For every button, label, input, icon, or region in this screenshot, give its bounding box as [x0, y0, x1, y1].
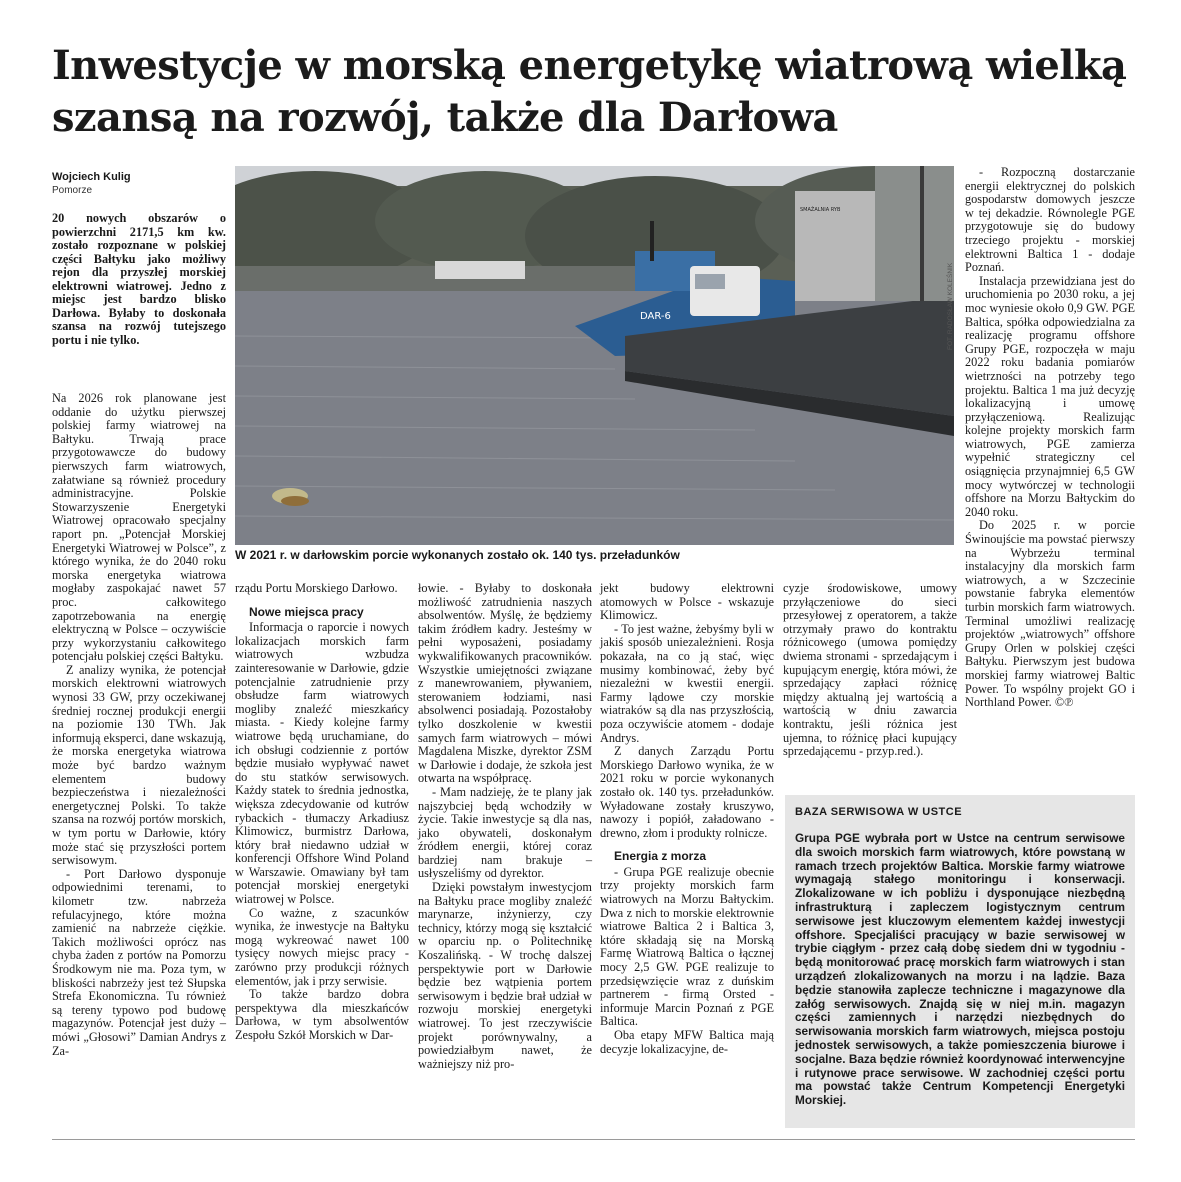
paragraph: - Rozpoczną dostarczanie energii elektrycznej do polskich gospodarstw domowych jeszcze w tej dekadzie. Równolegle PGE przygotowuje się do budowy trzeciego projektu - morskiej elektrowni Baltica 1 - dodaje Poznań.: [965, 165, 1135, 275]
subheading: Energia z morza: [614, 849, 707, 864]
paragraph: - Mam nadzieję, że te plany jak najszybciej będą wchodziły w życie. Takie inwestycje są dla nas, jako obywateli, doskonałym źródłem energii, której coraz bardziej nam brakuje – usłyszeliśmy od dyrektor.: [418, 784, 592, 881]
paragraph: To także bardzo dobra perspektywa dla mieszkańców Darłowa, w tym absolwentów Zespołu Szkół Morskich w Dar-: [235, 987, 409, 1042]
paragraph: Co ważne, z szacunków wynika, że inwestycje na Bałtyku mogą wykreować nawet 100 tysięcy nowych miejsc pracy - zarówno przy produkcji różnych elementów, jak i przy serwisie.: [235, 905, 409, 988]
paragraph: Do 2025 r. w porcie Świnoujście ma powstać pierwszy na Wybrzeżu terminal instalacyjny dla morskich farm wiatrowych, a w Szczecinie powstanie fabryka elementów turbin morskich farm wiatrowych. Terminal umożliwi realizację projektów „wiatrowych” offshore Grupy Orlen w polskiej części Bałtyku. Pierwszym jest budowa morskiej farmy wiatrowej Baltic Power. To wspólny projekt GO i Northland Power. ©℗: [965, 518, 1135, 710]
paragraph: rządu Portu Morskiego Darłowo.: [235, 581, 398, 595]
paragraph: - To jest ważne, żebyśmy byli w jakiś sposób uniezależnieni. Rosja pokazała, na co ją stać, więc musimy kombinować, żeby być niezależni w kwestii energii. Farmy lądowe czy morskie wiatraków są dla nas przyszłością, poza oczywiście atomem - dodaje Andrys.: [600, 621, 774, 745]
paragraph: Oba etapy MFW Baltica mają decyzje lokalizacyjne, de-: [600, 1028, 774, 1056]
vessel-label: DAR-6: [640, 311, 671, 322]
paragraph: jekt budowy elektrowni atomowych w Polsce - wskazuje Klimowicz.: [600, 581, 774, 623]
author-region: Pomorze: [52, 185, 93, 196]
sidebar-title: BAZA SERWISOWA W USTCE: [795, 806, 963, 818]
paragraph: cyzje środowiskowe, umowy przyłączeniowe do sieci przesyłowej z operatorem, a także otrzymały prawo do kontraktu różnicowego (umowa pomiędzy dwiema stronami - sprzedającym i kupującym energię, która mówi, że sprzedający zapłaci różnicę między aktualną jej wartością a wartością w dniu zawarcia kontraktu, jeśli różnica jest ujemna, to różnicę płaci kupujący sprzedającemu - przyp.red.).: [783, 581, 957, 759]
column-5: [783, 582, 957, 759]
column-4: [600, 582, 774, 1056]
photo-credit: FOT. RADOSŁAW KOLEŚNIK: [947, 262, 954, 350]
harbor-photo: [235, 166, 954, 545]
column-2: [235, 582, 409, 1043]
paragraph: - Port Darłowo dysponuje odpowiednimi terenami, to kilometr tzw. nabrzeża refulacyjnego, które można zamienić na nabrzeże ciężkie. Takich możliwości oprócz nas chyba żaden z portów na Pomorzu Środkowym nie ma. Poza tym, w bliskości nabrzeży jest też Słupska Strefa Ekonomiczna. Tu również są tereny typowo pod budowę magazynów. Potencjał jest duży – mówi „Głosowi” Damian Andrys z Za-: [52, 866, 226, 1058]
sign-label: SMAŻALNIA RYB: [800, 207, 841, 213]
subheading: Nowe miejsca pracy: [249, 604, 364, 619]
photo-caption: W 2021 r. w darłowskim porcie wykonanych zostało ok. 140 tys. przeładunków: [235, 548, 680, 562]
headline: Inwestycje w morską energetykę wiatrową wielką szansą na rozwój, także dla Darłowa: [52, 42, 1127, 141]
paragraph: łowie. - Byłaby to doskonała możliwość zatrudnienia naszych absolwentów. Myślę, że będziemy takim źródłem kadry. Jesteśmy w pełni wyposażeni, posiadamy wykwalifikowanych pracowników. Wszystkie umiejętności związane z manewrowaniem, pływaniem, sterowaniem łodziami, nasi absolwenci posiadają. Pozostałoby tylko doszkolenie w kwestii samych farm wiatrowych – mówi Magdalena Miszke, dyrektor ZSM w Darłowie i dodaje, że szkoła jest otwarta na współpracę.: [418, 581, 592, 786]
paragraph: - Grupa PGE realizuje obecnie trzy projekty morskich farm wiatrowych na Morzu Bałtyckim. Dwa z nich to morskie elektrownie wiatrowe Baltica 2 i Baltica 3, które składają się na Morską Farmę Wiatrową Baltica o łącznej mocy 2,5 GW. PGE realizuje to przedsięwzięcie wraz z duńskim partnerem - firmą Orsted - informuje Marcin Poznań z PGE Baltica.: [600, 864, 774, 1029]
paragraph: Z analizy wynika, że potencjał morskich elektrowni wiatrowych wynosi 33 GW, przy oczekiwanej średniej rocznej produkcji energii na poziomie 130 TWh. Jak informują eksperci, dane wskazują, że morska energetyka wiatrowa może być bardzo ważnym elementem budowy bezpieczeństwa i niezależności energetycznej Polski. To także szansa na rozwój portów morskich, w tym portu w Darłowie, który może stać się przyszłości portem serwisowym.: [52, 662, 226, 868]
harbor-photo-drawing: [235, 166, 954, 545]
bottom-divider: [52, 1139, 1135, 1140]
author-name: Wojciech Kulig: [52, 171, 131, 183]
sidebar-text: Grupa PGE wybrała port w Ustce na centrum serwisowe dla swoich morskich farm wiatrowych, które powstaną w ramach trzech projektów Baltica. Morskie farmy wiatrowe wymagają stałego monitoringu i konserwacji. Zlokalizowane w ich pobliżu i dysponujące niezbędną infrastrukturą i zapleczem logistycznym centrum serwisowe jest kluczowym elementem każdej inwestycji offshore. Specjaliści pracujący w bazie serwisowej w trybie ciągłym - przez całą dobę siedem dni w tygodniu - będą monitorować pracę morskich farm wiatrowych i stan urządzeń zlokalizowanych na morzu i na lądzie. Baza będzie stanowiła zaplecze techniczne i magazynowe dla załóg serwisowych. Znajdą się w niej m.in. magazyn części zamiennych i narzędzi niezbędnych do serwisowania morskich farm wiatrowych, miejsca postoju jednostek serwisowych, a także pomieszczenia biurowe i socjalne. Baza będzie również koordynować interwencyjne i rutynowe prace serwisowe. W zachodniej części portu ma powstać także Centrum Kompetencji Energetyki Morskiej.: [795, 831, 1125, 1108]
paragraph: Instalacja przewidziana jest do uruchomienia po 2030 roku, a jej moc wyniesie około 0,9 GW. PGE Baltica, spółka odpowiedzialna za realizację programu offshore Grupy PGE, rozpoczęła w maju 2022 roku badania pomiarów wietrzności na potrzeby tego projektu. Baltica 1 ma już decyzję lokalizacyjną i umowę przyłączeniową. Realizując kolejne projekty morskich farm wiatrowych, PGE zamierza wypełnić strategiczny cel osiągnięcia przynajmniej 6,5 GW mocy wytwórczej w technologii offshore na Morzu Bałtyckim do 2040 roku.: [965, 273, 1135, 519]
paragraph: Informacja o raporcie i nowych lokalizacjach morskich farm wiatrowych wzbudza zainteresowanie w Darłowie, gdzie potencjalnie zatrudnienie przy obsłudze farm wiatrowych mogliby znaleźć mieszkańcy miasta. - Kiedy kolejne farmy wiatrowe będą uruchamiane, do ich obsługi codziennie z portów będzie musiało wypływać nawet do stu statków serwisowych. Każdy statek to średnia jednostka, większa zdecydowanie od kutrów rybackich - tłumaczy Arkadiusz Klimowicz, burmistrz Darłowa, który brał niedawno udział w konferencji Offshore Wind Poland w Warszawie. Omawiany był tam potencjał morskiej energetyki wiatrowej w Polsce.: [235, 620, 409, 907]
column-1: [52, 392, 226, 1058]
paragraph: Na 2026 rok planowane jest oddanie do użytku pierwszej polskiej farmy wiatrowej na Bałtyku. Trwają prace przygotowawcze do budowy pierwszych farm wiatrowych, załatwiane są również procedury administracyjne. Polskie Stowarzyszenie Energetyki Wiatrowej opracowało specjalny raport pn. „Potencjał Morskiej Energetyki Wiatrowej w Polsce”, z którego wynika, że do 2040 roku morska energetyka wiatrowa mogłaby zaspokajać nawet 57 proc. całkowitego zapotrzebowania na energię elektryczną w Polsce – oczywiście przy wykorzystaniu całkowitego potencjału polskiej części Bałtyku.: [52, 391, 226, 664]
paragraph: Z danych Zarządu Portu Morskiego Darłowo wynika, że w 2021 roku w porcie wykonanych zostało ok. 140 tys. przeładunków. Wyładowane zostały kruszywo, nawozy i popiół, załadowano - drewno, złom i produkty rolnicze.: [600, 744, 774, 840]
column-6: [965, 166, 1135, 710]
lead-paragraph: 20 nowych obszarów o powierzchni 2171,5 km kw. zostało rozpoznane w polskiej części Bałtyku jako możliwy rejon dla przyszłej morskiej elektrowni wiatrowej. Jedno z miejsc jest bardzo blisko Darłowa. Byłaby to doskonała szansa na rozwój tutejszego portu i nie tylko.: [52, 211, 226, 347]
paragraph: Dzięki powstałym inwestycjom na Bałtyku prace mogliby znaleźć marynarze, inżynierzy, czy technicy, którzy mogą się kształcić w oparciu np. o Politechnikę Koszalińską. - W trochę dalszej perspektywie port w Darłowie będzie bez wątpienia portem serwisowym i będzie brał udział w rozwoju morskiej energetyki wiatrowej. To jest rzeczywiście projekt porównywalny, a powiedziałbym nawet, że ważniejszy niż pro-: [418, 880, 592, 1071]
column-3: [418, 582, 592, 1071]
